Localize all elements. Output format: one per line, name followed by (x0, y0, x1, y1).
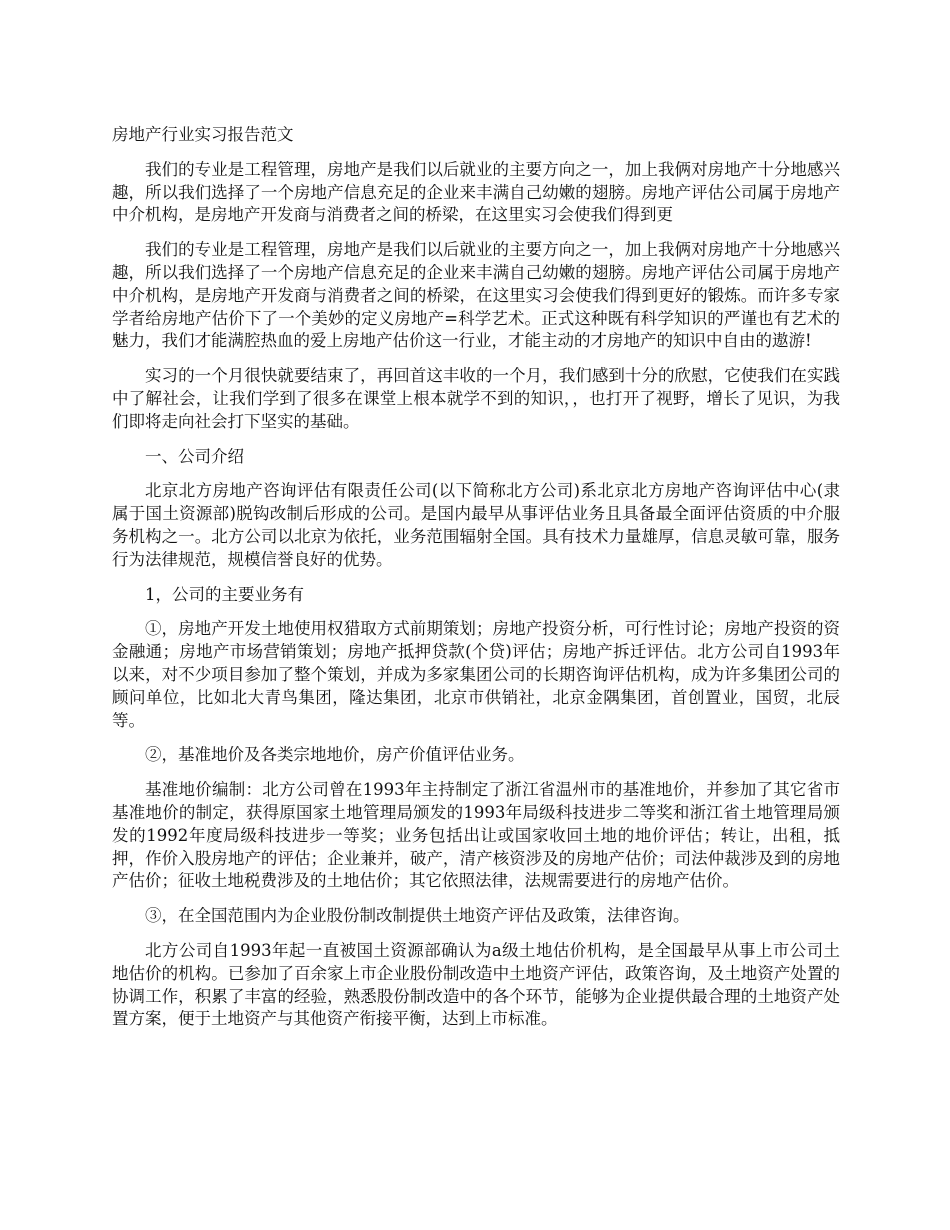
subheading-main-business: 1，公司的主要业务有 (145, 584, 304, 604)
paragraph-business-item-3: ③，在全国范围内为企业股份制改制提供土地资产评估及政策，法律咨询。 (145, 906, 690, 926)
section-heading-company-intro: 一、公司介绍 (145, 446, 244, 466)
paragraph-business-item-2: ②，基准地价及各类宗地地价，房产价值评估业务。 (145, 745, 525, 765)
paragraph-intro-short: 我们的专业是工程管理，房地产是我们以后就业的主要方向之一，加上我俩对房地产十分地感兴趣，所以我们选择了一个房地产信息充足的企业来丰满自己幼嫩的翅膀。房地产评估公司属于房地产中介机构，是房地产开发商与消费者之间的桥梁，在这里实习会使我们得到更 (112, 159, 840, 225)
paragraph-intro-full: 我们的专业是工程管理，房地产是我们以后就业的主要方向之一，加上我俩对房地产十分地感兴趣，所以我们选择了一个房地产信息充足的企业来丰满自己幼嫩的翅膀。房地产评估公司属于房地产中介机构，是房地产开发商与消费者之间的桥梁，在这里实习会使我们得到更好的锻炼。而许多专家学者给房地产估价下了一个美妙的定义房地产=科学艺术。正式这种既有科学知识的严谨也有艺术的魅力，我们才能满腔热血的爱上房地产估价这一行业，才能主动的才房地产的知识中自由的遨游! (112, 240, 840, 351)
paragraph-a-level-appraisal: 北方公司自1993年起一直被国土资源部确认为a级土地估价机构，是全国最早从事上市公司土地估价的机构。已参加了百余家上市企业股份制改造中土地资产评估，政策咨询，及土地资产处置的协调工作，积累了丰富的经验，熟悉股份制改造中的各个环节，能够为企业提供最合理的土地资产处置方案，便于土地资产与其他资产衔接平衡，达到上市标准。 (112, 940, 840, 1029)
paragraph-company-description: 北京北方房地产咨询评估有限责任公司(以下简称北方公司)系北京北方房地产咨询评估中心(隶属于国土资源部)脱钩改制后形成的公司。是国内最早从事评估业务且具备最全面评估资质的中介服务机构之一。北方公司以北京为依托，业务范围辐射全国。具有技术力量雄厚，信息灵敏可靠，服务行为法律规范，规模信誉良好的优势。 (112, 481, 840, 569)
paragraph-business-item-1: ①，房地产开发土地使用权猎取方式前期策划；房地产投资分析，可行性讨论；房地产投资的资金融通；房地产市场营销策划；房地产抵押贷款(个贷)评估；房地产拆迁评估。北方公司自1993年以来，对不少项目参加了整个策划，并成为多家集团公司的长期咨询评估机构，成为许多集团公司的顾问单位，比如北大青鸟集团，隆达集团，北京市供销社，北京金隅集团，首创置业，国贸，北辰等。 (112, 619, 840, 730)
paragraph-base-land-price: 基准地价编制：北方公司曾在1993年主持制定了浙江省温州市的基准地价，并参加了其它省市基准地价的制定，获得原国家土地管理局颁发的1993年局级科技进步二等奖和浙江省土地管理局颁发的1992年度局级科技进步一等奖；业务包括出让或国家收回土地的地价评估；转让，出租，抵押，作价入股房地产的评估；企业兼并，破产，清产核资涉及的房地产估价；司法仲裁涉及到的房地产估价；征收土地税费涉及的土地估价；其它依照法律，法规需要进行的房地产估价。 (112, 780, 840, 891)
document-body (112, 124, 840, 1043)
paragraph-internship-summary: 实习的一个月很快就要结束了，再回首这丰收的一个月，我们感到十分的欣慰，它使我们在实践中了解社会，让我们学到了很多在课堂上根本就学不到的知识，，也打开了视野，增长了见识，为我们即将走向社会打下坚实的基础。 (112, 366, 840, 431)
document-title: 房地产行业实习报告范文 (112, 125, 294, 144)
